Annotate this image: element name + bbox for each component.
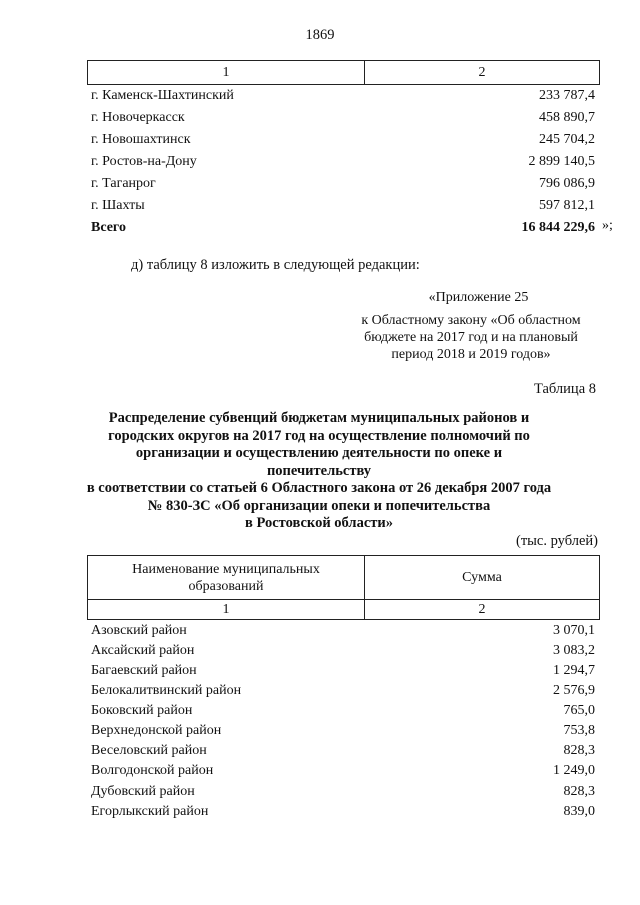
heading-line: № 830-ЗС «Об организации опеки и попечительства [147, 497, 491, 514]
table-row [88, 621, 598, 641]
row-value: 233 787,4 [539, 88, 595, 103]
heading-line: в Ростовской области» [245, 515, 393, 531]
appendix-reference [340, 289, 602, 363]
appendix-line: «Приложение 25 [428, 290, 529, 305]
row-name: г. Каменск-Шахтинский [91, 88, 234, 103]
row-name: Белокалитвинский район [91, 683, 242, 698]
appendix-line: период 2018 и 2019 годов» [391, 347, 551, 362]
row-value: 839,0 [563, 804, 595, 819]
row-value: 828,3 [563, 743, 595, 758]
row-value: 2 899 140,5 [528, 154, 595, 169]
table-label: Таблица 8 [533, 381, 596, 397]
units-label: (тыс. рублей) [516, 533, 598, 549]
page-number: 1869 [305, 27, 335, 43]
row-value: 2 576,9 [553, 683, 595, 698]
table-heading [84, 410, 554, 533]
table-row [88, 195, 598, 217]
total-row [88, 217, 598, 239]
table2-name-header: Наименование муниципальных образований [88, 556, 365, 600]
table-row [88, 85, 598, 107]
row-name: г. Новошахтинск [91, 132, 191, 147]
heading-line: в соответствии со статьей 6 Областного закона от 26 декабря 2007 года [86, 480, 552, 496]
row-value: 3 083,2 [553, 643, 595, 658]
row-name: Багаевский район [91, 663, 197, 678]
row-value: 765,0 [563, 703, 595, 718]
appendix-line: бюджете на 2017 год и на плановый [364, 330, 578, 345]
appendix-line: к Областному закону «Об областном [361, 313, 581, 328]
row-name: Верхнедонской район [91, 723, 222, 738]
row-name: Егорлыкский район [91, 804, 209, 819]
row-value: 1 294,7 [553, 663, 595, 678]
closing-quote-mark: »; [602, 218, 613, 233]
table2-header [87, 555, 600, 620]
table1-header [87, 60, 600, 85]
amendment-text: д) таблицу 8 изложить в следующей редакции: [131, 257, 420, 273]
heading-line: Распределение субвенций бюджетам муниципальных районов и [108, 410, 530, 426]
table2-sum-header: Сумма [365, 556, 600, 600]
row-name: Дубовский район [91, 784, 195, 799]
row-value: 828,3 [563, 784, 595, 799]
row-value: 753,8 [563, 723, 595, 738]
row-name: г. Новочеркасск [91, 110, 185, 125]
table-row [88, 641, 598, 661]
table-row [88, 173, 598, 195]
total-value: 16 844 229,6 [521, 220, 595, 235]
total-label: Всего [91, 220, 126, 235]
table1-col2-header: 2 [365, 61, 600, 85]
row-value: 1 249,0 [553, 763, 595, 778]
table2-col1-number: 1 [88, 600, 365, 620]
table-row [88, 802, 598, 822]
table-row [88, 151, 598, 173]
row-name: Веселовский район [91, 743, 207, 758]
row-name: Азовский район [91, 623, 187, 638]
table-row [88, 721, 598, 741]
row-value: 597 812,1 [539, 198, 595, 213]
row-name: Волгодонской район [91, 763, 214, 778]
row-name: Боковский район [91, 703, 193, 718]
heading-line: городских округов на 2017 год на осуществление полномочий по [108, 427, 530, 444]
table-row [88, 107, 598, 129]
row-value: 3 070,1 [553, 623, 595, 638]
row-value: 796 086,9 [539, 176, 595, 191]
row-value: 458 890,7 [539, 110, 595, 125]
heading-line: организации и осуществлению деятельности по опеке и попечительству [135, 445, 503, 479]
table-row [88, 782, 598, 802]
row-name: г. Шахты [91, 198, 145, 213]
table-row [88, 129, 598, 151]
table-row [88, 741, 598, 761]
table-row [88, 681, 598, 701]
table2-col2-number: 2 [365, 600, 600, 620]
row-name: Аксайский район [91, 643, 195, 658]
row-name: г. Таганрог [91, 176, 156, 191]
table-row [88, 701, 598, 721]
table1-col1-header: 1 [88, 61, 365, 85]
row-name: г. Ростов-на-Дону [91, 154, 197, 169]
table-row [88, 661, 598, 681]
table-row [88, 761, 598, 781]
row-value: 245 704,2 [539, 132, 595, 147]
